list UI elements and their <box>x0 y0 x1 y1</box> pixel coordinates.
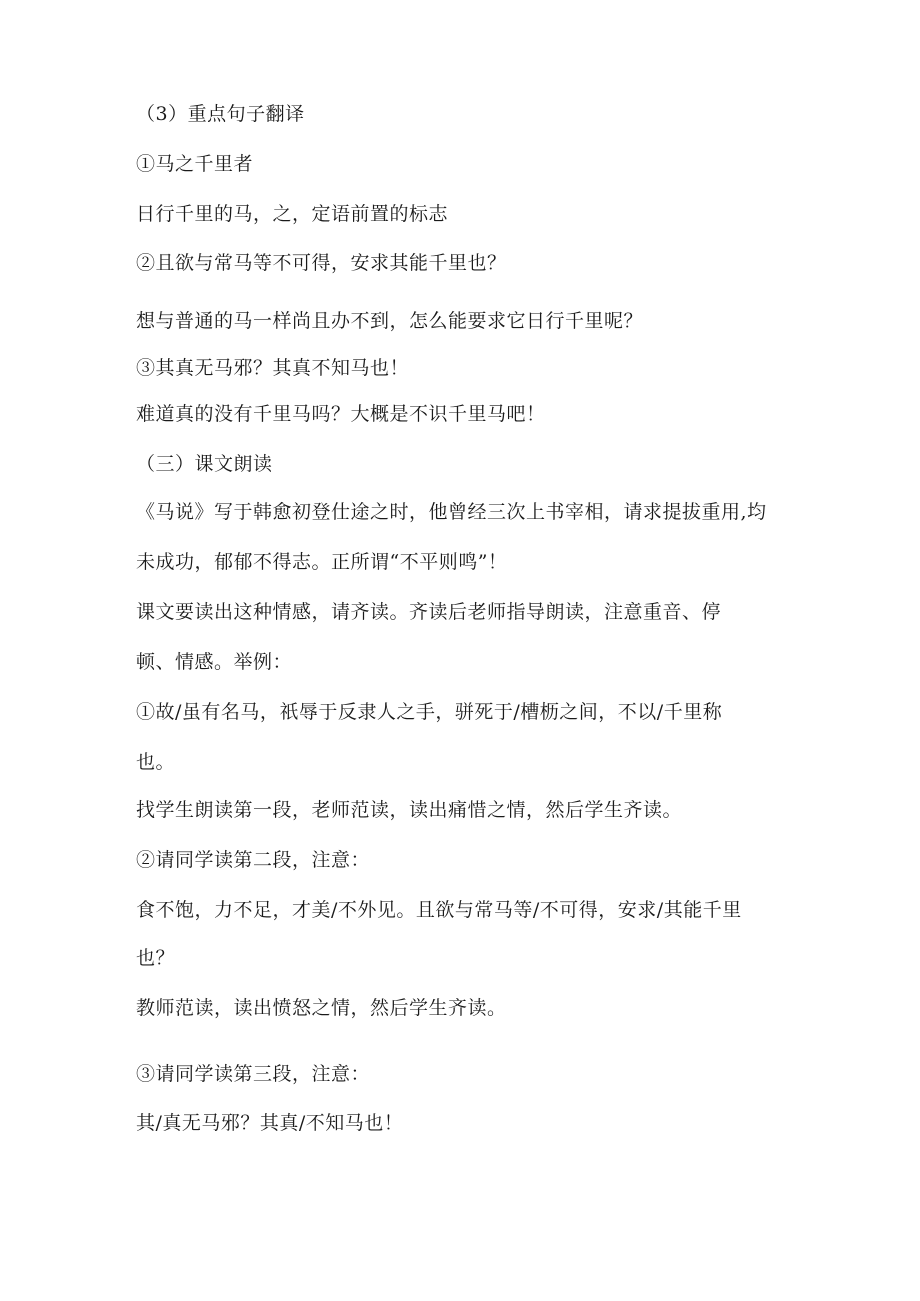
paragraph-line: 顿、情感。举例： <box>136 651 293 673</box>
example-1: ①故/虽有名马，祇辱于反隶人之手，骈死于/槽枥之间，不以/千里称 <box>136 701 723 723</box>
example-1-continued: 也。 <box>136 751 176 773</box>
instruction-2: 教师范读，读出愤怒之情，然后学生齐读。 <box>136 997 507 1019</box>
translation-3: 难道真的没有千里马吗？大概是不识千里马吧！ <box>136 403 546 425</box>
paragraph-line: 《马说》写于韩愈初登仕途之时，他曾经三次上书宰相，请求提拔重用,均 <box>136 501 767 523</box>
example-3: 其/真无马邪？其真/不知马也！ <box>136 1112 404 1134</box>
paragraph-line: 未成功，郁郁不得志。正所谓“不平则鸣”！ <box>136 551 508 573</box>
translation-2: 想与普通的马一样尚且办不到，怎么能要求它日行千里呢？ <box>136 310 644 332</box>
subheading-key-sentence-translation: （3）重点句子翻译 <box>136 103 305 125</box>
section-heading-reading: （三）课文朗读 <box>136 453 273 475</box>
sentence-1: ①马之千里者 <box>136 153 254 175</box>
translation-1: 日行千里的马，之，定语前置的标志 <box>136 203 449 225</box>
sentence-2: ②且欲与常马等不可得，安求其能千里也？ <box>136 252 507 274</box>
example-2-continued: 也？ <box>136 947 176 969</box>
paragraph-line: 课文要读出这种情感，请齐读。齐读后老师指导朗读，注意重音、停 <box>136 601 722 623</box>
example-2: 食不饱，力不足，才美/不外见。且欲与常马等/不可得，安求/其能千里 <box>136 899 742 921</box>
instruction-1: 找学生朗读第一段，老师范读，读出痛惜之情，然后学生齐读。 <box>136 799 683 821</box>
example-2-heading: ②请同学读第二段，注意： <box>136 849 371 871</box>
example-3-heading: ③请同学读第三段，注意： <box>136 1063 371 1085</box>
sentence-3: ③其真无马邪？其真不知马也！ <box>136 357 410 379</box>
